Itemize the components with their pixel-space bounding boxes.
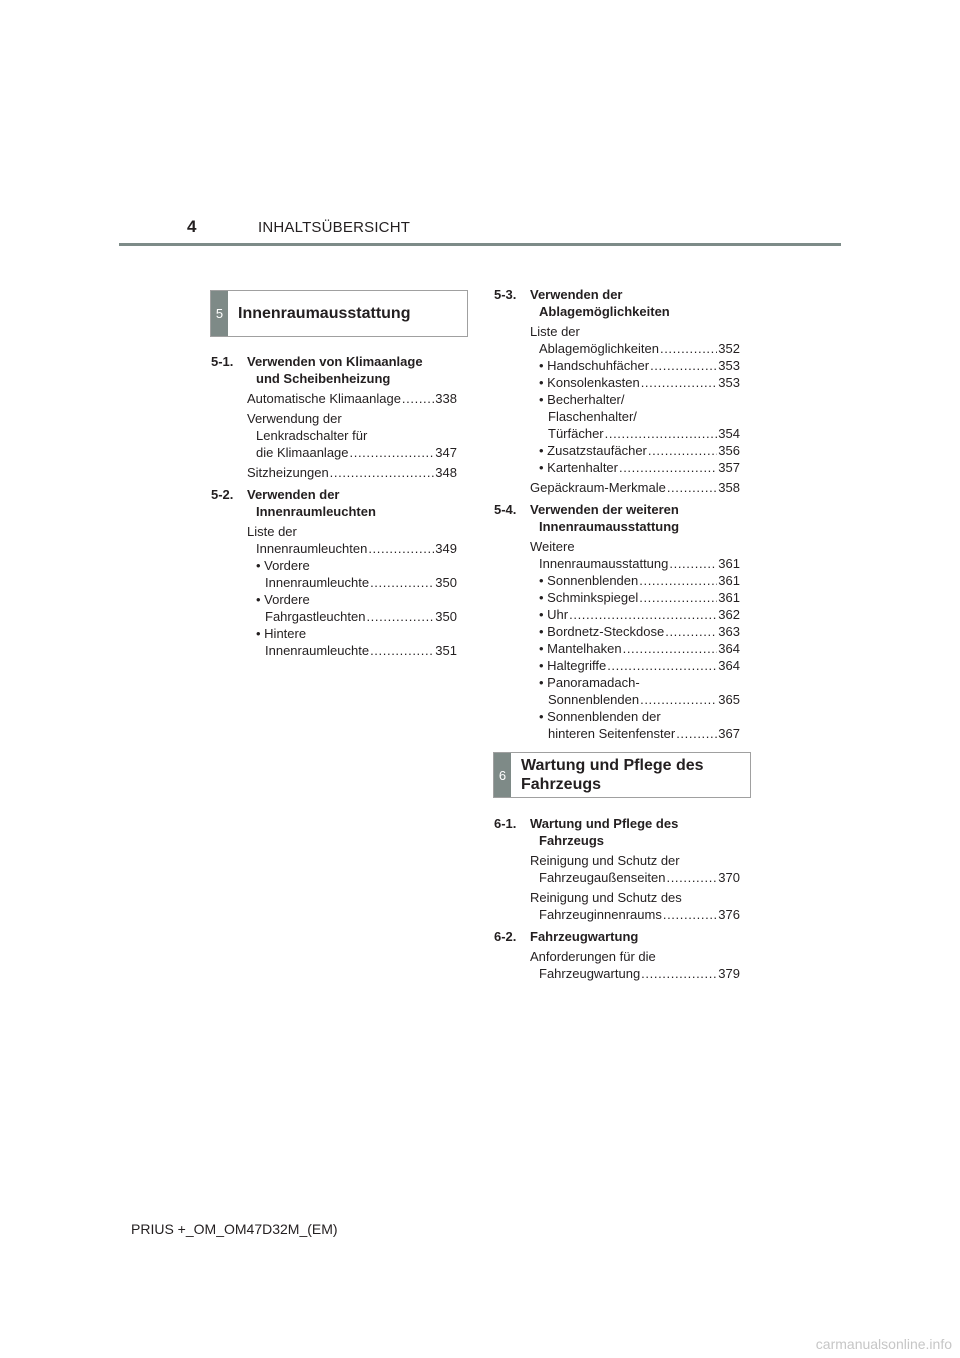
chapter-5-3[interactable]: 5-3. Verwenden der Ablagemöglichkeiten <box>494 287 670 319</box>
section-5-header <box>210 290 468 337</box>
chapter-5-2[interactable]: 5-2. Verwenden der Innenraumleuchten <box>211 487 376 519</box>
footer-doc-code: PRIUS +_OM_OM47D32M_(EM) <box>131 1221 338 1237</box>
watermark: carmanualsonline.info <box>815 1336 952 1352</box>
toc-entry-gepaeckraum[interactable]: Gepäckraum-Merkmale . . . 358 <box>530 479 740 496</box>
chapter-6-1[interactable]: 6-1. Wartung und Pflege des Fahrzeugs <box>494 816 679 848</box>
page-number: 4 <box>187 217 197 236</box>
toc-entry-fahrzeugaussenseiten[interactable]: Reinigung und Schutz der Fahrzeugaußenseiten . . . 370 <box>530 852 740 886</box>
toc-entry-automatische-klimaanlage[interactable]: Automatische Klimaanlage . . . 338 <box>247 390 457 407</box>
toc-right-column-lower <box>494 815 740 982</box>
section-6-header <box>493 752 751 798</box>
section-6-title: Wartung und Pflege des Fahrzeugs <box>521 757 704 793</box>
toc-left-column <box>211 353 457 659</box>
toc-entry-sitzheizungen[interactable]: Sitzheizungen . . . 348 <box>247 464 457 481</box>
toc-entry-fahrzeugwartung[interactable]: Anforderungen für die Fahrzeugwartung . . . 379 <box>530 948 740 982</box>
chapter-5-4[interactable]: 5-4. Verwenden der weiteren Innenraumausstattung <box>494 502 680 534</box>
chapter-5-1[interactable]: 5-1. Verwenden von Klimaanlage und Scheibenheizung <box>211 354 423 386</box>
section-6-tab: 6 <box>494 753 511 797</box>
header-title: INHALTSÜBERSICHT <box>258 219 411 236</box>
section-5-title: Innenraumausstattung <box>238 305 411 322</box>
toc-entry-weitere-innenraumausstattung[interactable]: Weitere Innenraumausstattung . . . 361 • Sonnenblenden . . . 361 • Schminkspiegel . . . 361 • Uhr . . . 362 • Bordnetz-Steckdose . . . 363 • Mantelhaken . . . 364 • Haltegriffe . . . 364 • Panoramadach- Sonnenblenden . . . 365 • Sonnenblenden der hinteren Seitenfenster . . . 367 <box>530 538 740 742</box>
chapter-6-2[interactable]: 6-2. Fahrzeugwartung <box>494 929 639 944</box>
toc-entry-fahrzeuginnenraum[interactable]: Reinigung und Schutz des Fahrzeuginnenraums . . . 376 <box>530 889 740 923</box>
toc-entry-ablagemoeglichkeiten[interactable]: Liste der Ablagemöglichkeiten . . . 352 • Handschuhfächer . . . 353 • Konsolenkasten . . . 353 • Becherhalter/ Flaschenhalter/ Türfächer . . . 354 • Zusatzstaufächer . . . 356 • Kartenhalter . . . 357 <box>530 323 740 476</box>
toc-right-column <box>494 286 740 742</box>
header-rule <box>119 243 841 246</box>
toc-entry-liste-innenraumleuchten[interactable]: Liste der Innenraumleuchten . . . 349 • Vordere Innenraumleuchte . . . 350 • Vordere Fahrgastleuchten . . . 350 • Hintere Innenraumleuchte . . . 351 <box>247 523 457 659</box>
section-5-tab: 5 <box>211 291 228 336</box>
toc-entry-lenkradschalter[interactable]: Verwendung der Lenkradschalter für die Klimaanlage . . . 347 <box>247 410 457 461</box>
